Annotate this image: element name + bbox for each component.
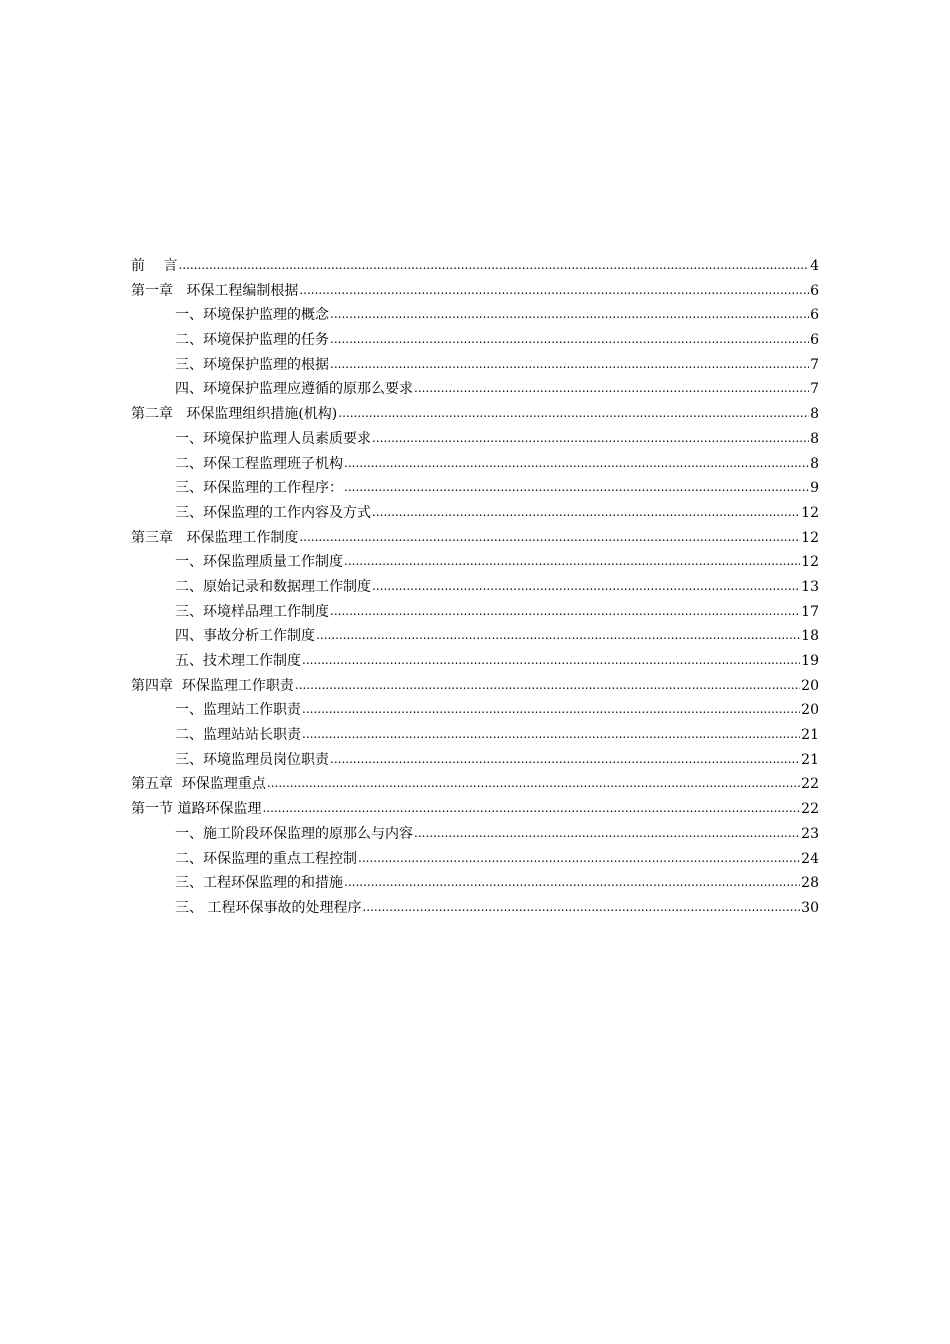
toc-dot-leader	[299, 525, 800, 550]
toc-entry-page-number: 6	[810, 282, 819, 299]
toc-entry-title: 前 言	[131, 258, 178, 274]
toc-entry-title: 一、环保监理质量工作制度	[175, 554, 343, 571]
toc-entry-title: 一、环境保护监理人员素质要求	[175, 430, 371, 447]
toc-dot-leader	[338, 401, 809, 426]
toc-entry[interactable]	[131, 476, 819, 501]
toc-entry[interactable]	[131, 822, 819, 847]
toc-dot-leader	[372, 426, 809, 451]
toc-entry-title: 二、环境保护监理的任务	[175, 332, 329, 349]
toc-entry-page-number: 24	[801, 850, 819, 867]
toc-entry[interactable]	[131, 254, 819, 279]
toc-entry-page-number: 12	[801, 529, 819, 546]
toc-entry[interactable]	[131, 847, 819, 872]
toc-dot-leader	[295, 673, 800, 698]
toc-entry-title: 第二章 环保监理组织措施(机构)	[131, 406, 338, 423]
toc-entry-title: 一、环境保护监理的概念	[175, 307, 329, 324]
toc-entry-title: 一、施工阶段环保监理的原那么与内容	[175, 825, 413, 842]
toc-dot-leader	[262, 796, 800, 821]
toc-entry-page-number: 28	[801, 875, 819, 892]
toc-dot-leader	[358, 846, 800, 871]
toc-entry-title: 三、环境保护监理的根据	[175, 356, 329, 373]
table-of-contents	[131, 254, 819, 921]
toc-entry[interactable]	[131, 649, 819, 674]
toc-entry-page-number: 8	[810, 455, 819, 472]
toc-entry[interactable]	[131, 452, 819, 477]
toc-entry-page-number: 12	[801, 554, 819, 571]
toc-dot-leader	[344, 451, 809, 476]
toc-entry[interactable]	[131, 501, 819, 526]
toc-entry-page-number: 7	[810, 356, 819, 373]
toc-dot-leader	[372, 574, 800, 599]
toc-entry-title: 二、监理站站长职责	[175, 727, 301, 744]
toc-entry-title: 三、环境样品理工作制度	[175, 603, 329, 620]
toc-dot-leader	[344, 870, 800, 895]
toc-entry-page-number: 30	[801, 899, 819, 916]
toc-entry-page-number: 6	[810, 307, 819, 324]
toc-entry[interactable]	[131, 427, 819, 452]
toc-entry-title: 三、环境监理员岗位职责	[175, 751, 329, 768]
toc-entry-page-number: 9	[810, 480, 819, 497]
toc-entry-page-number: 13	[801, 578, 819, 595]
toc-entry[interactable]	[131, 353, 819, 378]
toc-entry[interactable]	[131, 674, 819, 699]
toc-entry-page-number: 12	[801, 504, 819, 521]
toc-entry[interactable]	[131, 797, 819, 822]
toc-dot-leader	[178, 253, 809, 278]
toc-entry-page-number: 18	[801, 628, 819, 645]
toc-entry-title: 三、 工程环保事故的处理程序	[175, 899, 362, 916]
toc-entry-page-number: 4	[810, 258, 819, 274]
toc-dot-leader	[330, 302, 809, 327]
toc-entry-title: 五、技术理工作制度	[175, 653, 301, 669]
toc-entry[interactable]	[131, 723, 819, 748]
toc-entry[interactable]	[131, 550, 819, 575]
toc-entry-title: 第三章 环保监理工作制度	[131, 529, 299, 546]
toc-dot-leader	[330, 599, 800, 624]
toc-entry[interactable]	[131, 772, 819, 797]
toc-entry-page-number: 20	[801, 702, 819, 719]
toc-entry-title: 第一章 环保工程编制根据	[131, 282, 299, 299]
toc-entry[interactable]	[131, 328, 819, 353]
toc-dot-leader	[330, 327, 809, 352]
toc-entry-page-number: 21	[801, 727, 819, 744]
toc-entry-title: 一、监理站工作职责	[175, 702, 301, 719]
toc-dot-leader	[302, 722, 800, 747]
toc-entry-page-number: 6	[810, 332, 819, 349]
toc-entry-title: 第一节 道路环保监理	[131, 801, 262, 818]
toc-entry-page-number: 21	[801, 751, 819, 768]
toc-entry[interactable]	[131, 303, 819, 328]
toc-dot-leader	[330, 747, 800, 772]
toc-entry[interactable]	[131, 624, 819, 649]
toc-dot-leader	[414, 821, 800, 846]
toc-entry-title: 第四章 环保监理工作职责	[131, 677, 294, 694]
toc-entry-page-number: 8	[810, 406, 819, 423]
toc-dot-leader	[372, 500, 800, 525]
toc-dot-leader	[414, 376, 809, 401]
toc-entry-page-number: 20	[801, 677, 819, 694]
toc-dot-leader	[344, 475, 809, 500]
toc-entry-title: 三、工程环保监理的和措施	[175, 875, 343, 892]
toc-entry[interactable]	[131, 377, 819, 402]
toc-dot-leader	[330, 352, 809, 377]
toc-entry[interactable]	[131, 748, 819, 773]
toc-entry[interactable]	[131, 600, 819, 625]
toc-entry[interactable]	[131, 575, 819, 600]
toc-entry-page-number: 23	[801, 825, 819, 842]
toc-entry[interactable]	[131, 698, 819, 723]
toc-dot-leader	[344, 549, 800, 574]
toc-entry-title: 二、原始记录和数据理工作制度	[175, 578, 371, 595]
toc-dot-leader	[316, 623, 800, 648]
toc-entry-page-number: 7	[810, 381, 819, 398]
toc-entry-title: 四、环境保护监理应遵循的原那么要求	[175, 381, 413, 398]
toc-entry[interactable]	[131, 526, 819, 551]
toc-entry[interactable]	[131, 896, 819, 921]
toc-entry-title: 第五章 环保监理重点	[131, 776, 266, 793]
toc-entry-title: 二、环保工程监理班子机构	[175, 455, 343, 472]
toc-entry-page-number: 17	[801, 603, 819, 620]
toc-entry-page-number: 8	[810, 430, 819, 447]
toc-entry-title: 三、环保监理的工作程序：	[175, 480, 343, 497]
toc-entry-title: 二、环保监理的重点工程控制	[175, 850, 357, 867]
toc-entry[interactable]	[131, 871, 819, 896]
toc-entry-page-number: 22	[801, 801, 819, 818]
toc-entry[interactable]	[131, 279, 819, 304]
toc-entry-title: 三、环保监理的工作内容及方式	[175, 504, 371, 521]
toc-entry-page-number: 19	[801, 653, 819, 669]
toc-dot-leader	[302, 697, 800, 722]
toc-dot-leader	[267, 771, 800, 796]
toc-dot-leader	[302, 648, 800, 673]
toc-dot-leader	[299, 278, 809, 303]
toc-entry[interactable]	[131, 402, 819, 427]
toc-entry-page-number: 22	[801, 776, 819, 793]
toc-entry-title: 四、事故分析工作制度	[175, 628, 315, 645]
toc-dot-leader	[362, 895, 800, 920]
